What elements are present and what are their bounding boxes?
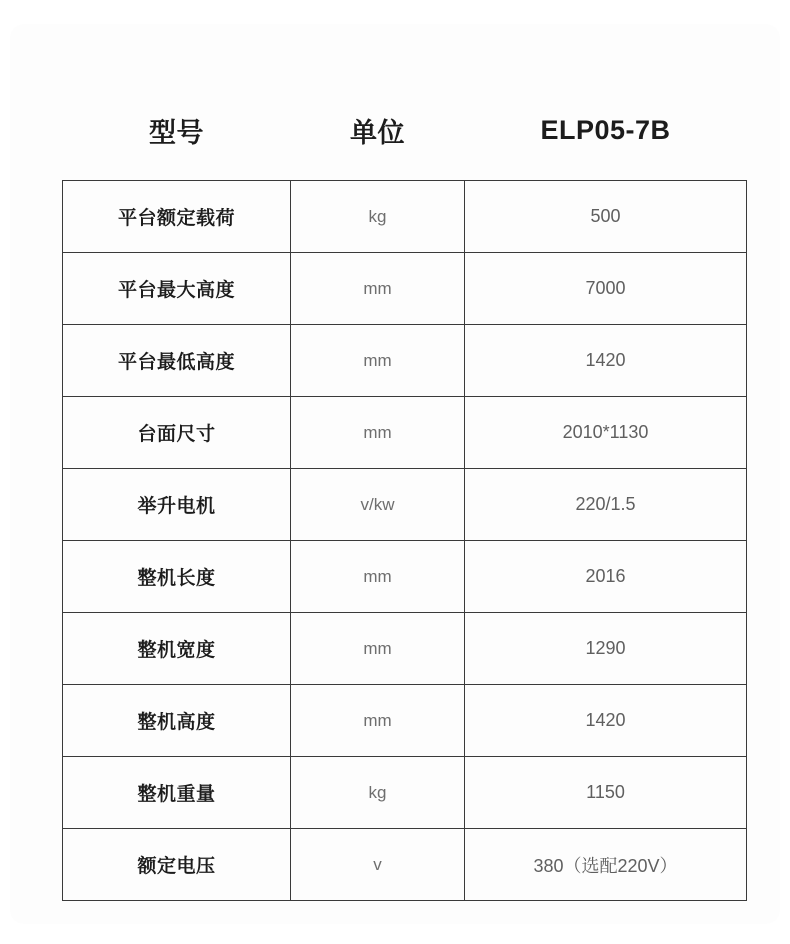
row-value: 1150 (465, 757, 747, 829)
table-row (63, 685, 747, 757)
row-label: 整机重量 (63, 757, 291, 829)
row-unit: v (291, 829, 465, 901)
row-unit: mm (291, 253, 465, 325)
row-unit: mm (291, 541, 465, 613)
row-value: 2010*1130 (465, 397, 747, 469)
table-row (63, 181, 747, 253)
column-header-unit: 单位 (350, 117, 405, 148)
table-row (63, 829, 747, 901)
row-value: 1290 (465, 613, 747, 685)
row-label: 整机长度 (63, 541, 291, 613)
row-unit: v/kw (291, 469, 465, 541)
table-row (63, 469, 747, 541)
row-label: 整机高度 (63, 685, 291, 757)
table-row (63, 253, 747, 325)
row-value: 220/1.5 (465, 469, 747, 541)
row-value: 1420 (465, 685, 747, 757)
row-value: 500 (465, 181, 747, 253)
row-label: 举升电机 (63, 469, 291, 541)
row-label: 平台额定载荷 (63, 181, 291, 253)
row-unit: mm (291, 613, 465, 685)
table-row (63, 757, 747, 829)
row-label: 平台最低高度 (63, 325, 291, 397)
specification-table-wrapper (62, 80, 746, 901)
table-row (63, 397, 747, 469)
row-value: 1420 (465, 325, 747, 397)
table-header (63, 80, 747, 181)
row-unit: kg (291, 757, 465, 829)
table-header-row (63, 80, 747, 181)
table-body (63, 181, 747, 901)
row-unit: kg (291, 181, 465, 253)
row-label: 平台最大高度 (63, 253, 291, 325)
row-value: 7000 (465, 253, 747, 325)
row-label: 整机宽度 (63, 613, 291, 685)
spec-card (10, 24, 780, 924)
table-row (63, 541, 747, 613)
row-value: 2016 (465, 541, 747, 613)
row-unit: mm (291, 325, 465, 397)
column-header-model: 型号 (149, 117, 204, 148)
row-value: 380（选配220V） (465, 829, 747, 901)
column-header-value: ELP05-7B (540, 114, 671, 145)
row-label: 额定电压 (63, 829, 291, 901)
table-row (63, 613, 747, 685)
row-unit: mm (291, 397, 465, 469)
specification-table (62, 80, 747, 901)
row-label: 台面尺寸 (63, 397, 291, 469)
table-row (63, 325, 747, 397)
row-unit: mm (291, 685, 465, 757)
